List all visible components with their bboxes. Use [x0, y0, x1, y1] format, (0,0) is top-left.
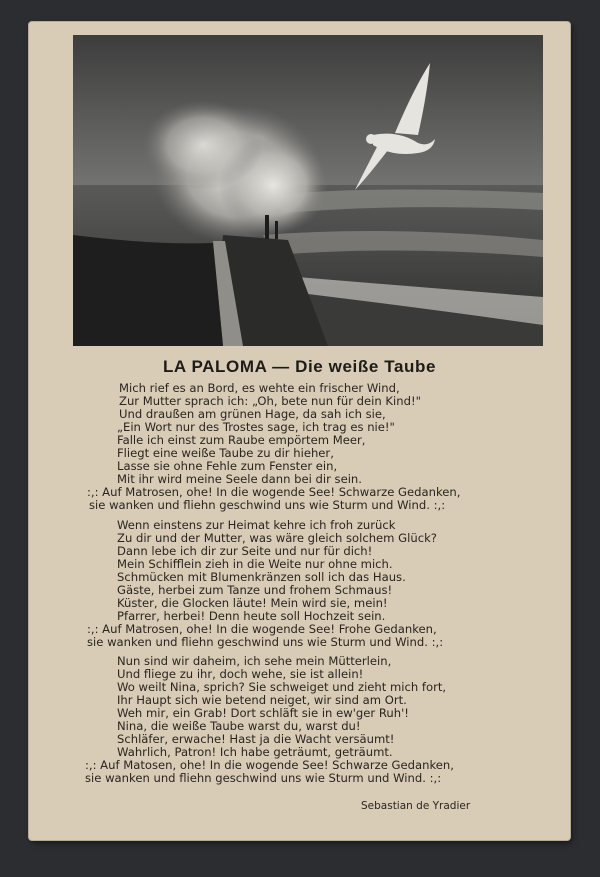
- refrain-line: :,: Auf Matrosen, ohe! In die wogende See! Frohe Gedanken,: [87, 622, 437, 636]
- author-credit: Sebastian de Yradier: [361, 800, 471, 812]
- verse-line: „Ein Wort nur des Trostes sage, ich trag es nie!": [117, 420, 395, 434]
- refrain-line: sie wanken und fliehn geschwind uns wie Sturm und Wind. :,:: [85, 771, 442, 785]
- seascape-photo: [73, 35, 543, 346]
- refrain-line: sie wanken und fliehn geschwind uns wie Sturm und Wind. :,:: [87, 635, 444, 649]
- verse-line: Schläfer, erwache! Hast ja die Wacht versäumt!: [117, 732, 395, 746]
- verse-line: Mit ihr wird meine Seele dann bei dir sein.: [117, 472, 362, 486]
- verse-line: Zu dir und der Mutter, was wäre gleich solchem Glück?: [117, 531, 437, 545]
- verse-line: Falle ich einst zum Raube empörtem Meer,: [117, 433, 366, 447]
- verse-line: Küster, die Glocken läute! Mein wird sie, mein!: [117, 596, 388, 610]
- verse-line: Nina, die weiße Taube warst du, warst du!: [117, 719, 361, 733]
- verse-line: Zur Mutter sprach ich: „Oh, bete nun für dein Kind!": [119, 394, 421, 408]
- refrain-line: sie wanken und fliehn geschwind uns wie Sturm und Wind. :,:: [89, 498, 446, 512]
- verse-line: Ihr Haupt sich wie betend neiget, wir sind am Ort.: [117, 693, 407, 707]
- verse-line: Wo weilt Nina, sprich? Sie schweiget und zieht mich fort,: [117, 680, 447, 694]
- verse-line: Mein Schifflein zieh in die Weite nur ohne mich.: [117, 557, 393, 571]
- verse-line: Und fliege zu ihr, doch wehe, sie ist allein!: [117, 667, 364, 681]
- verse-line: Lasse sie ohne Fehle zum Fenster ein,: [117, 459, 338, 473]
- verse-line: Weh mir, ein Grab! Dort schläft sie in ew'ger Ruh'!: [117, 706, 409, 720]
- verse-line: Pfarrer, herbei! Denn heute soll Hochzeit sein.: [117, 609, 386, 623]
- seascape-illustration: [73, 35, 543, 346]
- verse-line: Dann lebe ich dir zur Seite und nur für dich!: [117, 544, 373, 558]
- verse-line: Wahrlich, Patron! Ich habe geträumt, geträumt.: [117, 745, 393, 759]
- verse-line: Gäste, herbei zum Tanze und frohem Schmaus!: [117, 583, 393, 597]
- refrain-line: :,: Auf Matrosen, ohe! In die wogende See! Schwarze Gedanken,: [87, 485, 461, 499]
- verse-line: Und draußen am grünen Hage, da sah ich sie,: [119, 407, 386, 421]
- refrain-line: :,: Auf Matosen, ohe! In die wogende See! Schwarze Gedanken,: [85, 758, 454, 772]
- verse-line: Nun sind wir daheim, ich sehe mein Mütterlein,: [117, 654, 392, 668]
- postcard: [29, 22, 570, 840]
- verse-line: Wenn einstens zur Heimat kehre ich froh zurück: [117, 518, 396, 532]
- song-title: LA PALOMA — Die weiße Taube: [162, 357, 437, 376]
- verse-line: Schmücken mit Blumenkränzen soll ich das Haus.: [117, 570, 406, 584]
- verse-line: Fliegt eine weiße Taube zu dir hieher,: [117, 446, 334, 460]
- verse-line: Mich rief es an Bord, es wehte ein frischer Wind,: [119, 381, 400, 395]
